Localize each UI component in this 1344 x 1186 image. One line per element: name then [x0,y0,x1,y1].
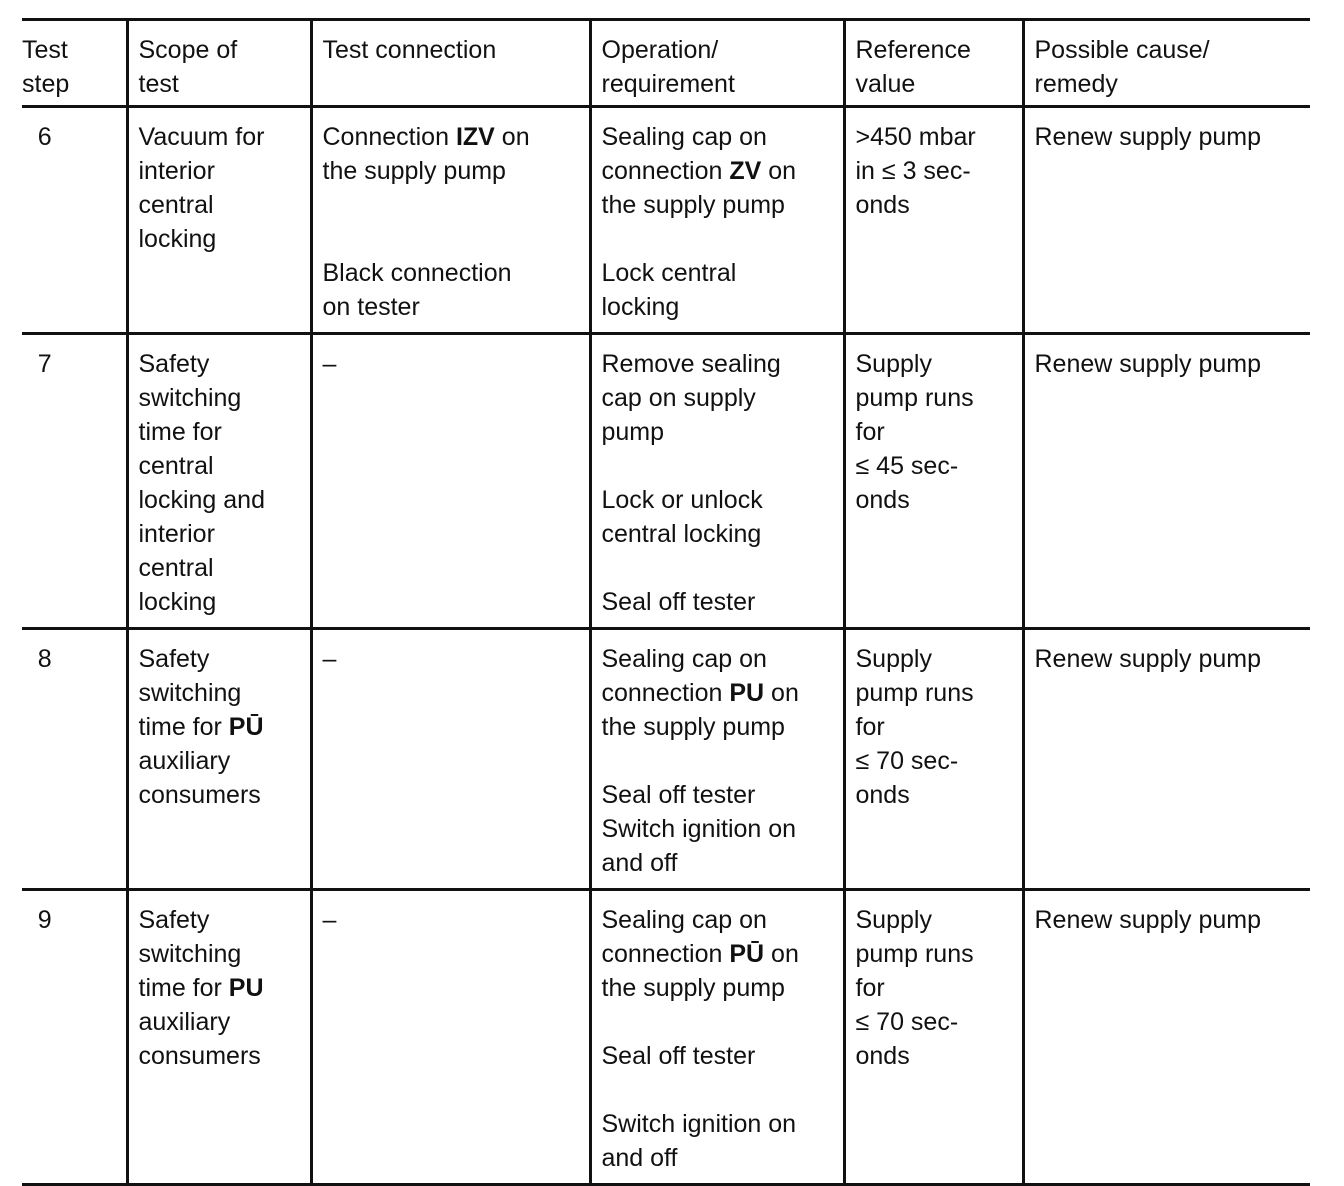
connection-cell: – [311,629,590,890]
step-number: 9 [37,906,52,934]
table-row-step-9 [22,890,1310,1185]
scope-cell: Safety switching time for PŪ auxiliary consumers [127,629,311,890]
operation-cell: Sealing cap on connection PŪ on the supply pump Seal off tester Switch ignition on and off [590,890,844,1185]
step-number: 6 [37,123,52,151]
scope-cell: Safety switching time for PU auxiliary consumers [127,890,311,1185]
reference-cell: >450 mbar in ≤ 3 sec- onds [844,107,1023,334]
header-test-connection: Test connection [311,20,590,107]
scope-cell: Vacuum for interior central locking [127,107,311,334]
operation-cell: Sealing cap on connection ZV on the supply pump Lock central locking [590,107,844,334]
connection-cell: – [311,334,590,629]
table-row-step-7 [22,334,1310,629]
reference-cell: Supply pump runs for ≤ 45 sec- onds [844,334,1023,629]
header-possible-cause-remedy: Possible cause/ remedy [1023,20,1310,107]
cause-cell: Renew supply pump [1023,334,1310,629]
cause-cell: Renew supply pump [1023,890,1310,1185]
header-operation-requirement: Operation/ requirement [590,20,844,107]
reference-cell: Supply pump runs for ≤ 70 sec- onds [844,629,1023,890]
cause-cell: Renew supply pump [1023,629,1310,890]
connection-cell: Connection IZV on the supply pump Black connection on tester [311,107,590,334]
reference-cell: Supply pump runs for ≤ 70 sec- onds [844,890,1023,1185]
connection-cell: – [311,890,590,1185]
table-header-row [22,20,1310,107]
test-procedure-table [22,18,1310,1186]
header-scope-of-test: Scope of test [127,20,311,107]
step-number: 8 [37,645,52,673]
step-number: 7 [37,350,52,378]
cause-cell: Renew supply pump [1023,107,1310,334]
header-reference-value: Reference value [844,20,1023,107]
operation-cell: Remove sealing cap on supply pump Lock or unlock central locking Seal off tester [590,334,844,629]
header-test-step: Test step [22,36,70,98]
table-row-step-6 [22,107,1310,334]
operation-cell: Sealing cap on connection PU on the supply pump Seal off tester Switch ignition on and off [590,629,844,890]
table-row-step-8 [22,629,1310,890]
scope-cell: Safety switching time for central locking and interior central locking [127,334,311,629]
